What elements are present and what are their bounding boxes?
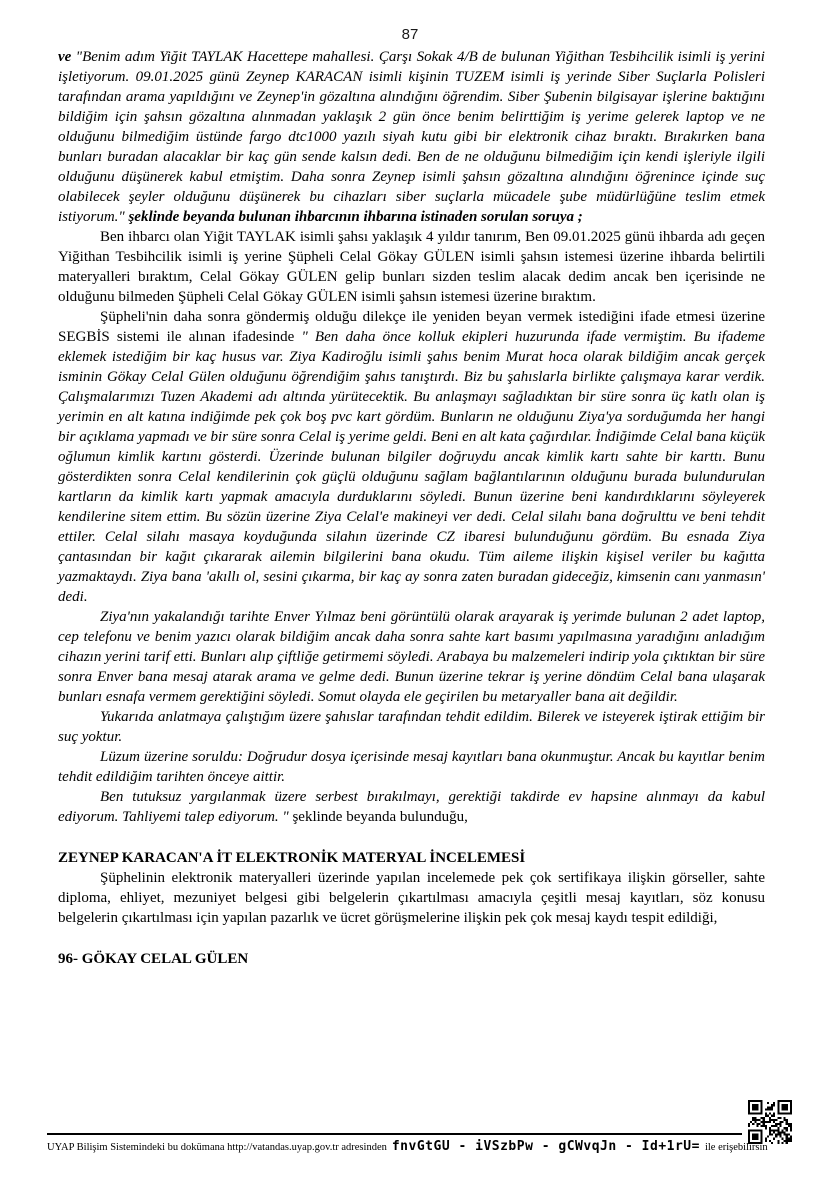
footer-access-text-suffix: ile erişebilirsin — [704, 1142, 768, 1153]
release-request-paragraph — [58, 787, 765, 827]
section-heading-elektronik-materyal-incelemesi — [58, 848, 765, 868]
threat-claim-paragraph — [58, 707, 765, 747]
footer-access-text-prefix: UYAP Bilişim Sistemindeki bu dokümana http://vatandas.uyap.gov.tr adresinden — [47, 1142, 387, 1153]
page-number: 87 — [401, 26, 419, 43]
luzum-uzerine-paragraph — [58, 747, 765, 787]
informant-statement-paragraph — [58, 47, 765, 227]
text-run: Ben ihbarcı olan Yiğit TAYLAK isimli şahsı yaklaşık 4 yıldır tanırım, Ben 09.01.2025 günü ihbarda adı geçen Yiğithan Tesbihcilik isimli iş yerine Şüpheli Celal Gökay GÜLEN isimli şahsın istemesi üzerine ihbarda belirtili materyalleri bıraktım, Celal Gökay GÜLEN gelip bunları sizden teslim alacak dedim ancak ben içerisinde ne olduğunu bilmeden Şüpheli Celal Gökay GÜLEN isimli şahsın istemesi üzerine bıraktım. — [58, 229, 765, 305]
footer-divider — [47, 1133, 742, 1135]
text-run: Ziya'nın yakalandığı tarihte Enver Yılmaz beni görüntülü olarak arayarak iş yerimde bulunan 2 adet laptop, cep telefonu ve benim yazıcı olarak bildiğim ancak daha sonra sahte kart basımı yapılmasına yaradığını anladığım cihazın yerini tarif etti. Bunları alıp çiftliğe getirmemi söyledi. Arabaya bu malzemeleri indirip yola çıktıktan bir süre sonra Enver bana mesaj atarak arama ve gelme dedi. Bunun üzerine tekrar iş yerine döndüm Celal bana ulaşarak bunları esnafa vermem gerektiğini söyledi. Somut olayda ele geçirilen bu metaryaller bana ait değildir. — [58, 609, 765, 705]
section-heading-96-gokay-celal-gulen — [58, 949, 765, 969]
text-run: şeklinde beyanda bulunduğu, — [292, 809, 468, 825]
text-run: Lüzum üzerine soruldu: Doğrudur dosya içerisinde mesaj kayıtları bana okunmuştur. Ancak bu kayıtlar benim tehdit edildiğim tarihten önceye aittir. — [58, 749, 765, 785]
text-run: ve — [58, 49, 76, 65]
witness-answer-paragraph — [58, 227, 765, 307]
text-run: şeklinde beyanda bulunan ihbarcının ihbarına istinaden sorulan soruya ; — [128, 209, 583, 225]
document-body — [58, 47, 765, 969]
suspect-statement-laptops-paragraph — [58, 607, 765, 707]
footer — [47, 1139, 813, 1154]
text-run: "Benim adım Yiğit TAYLAK Hacettepe mahallesi. Çarşı Sokak 4/B de bulunan Yiğithan Tesbihcilik isimli iş yerini işletiyorum. 09.01.2025 günü Zeynep KARACAN isimli kişinin TUZEM isimli iş yerinde Siber Suçlarla Polisleri tarafından arama yapıldığını ve Zeynep'in gözaltına alındığını öğrendim. Siber Şubenin bilgisayar işlerine baktığını bildiğim için şahsın gözaltına alınmadan yaklaşık 2 gün önce benim belirttiğim iş yerime gelerek laptop ve ne olduğunu bilmediğim üstünde fargo dtc1000 yazılı siyah kutu gibi bir elektronik cihaz bıraktı. Bırakırken bana bunları buradan alacaklar bir kaç gün sende kalsın dedi. Ben de ne olduğunu bilmediğim için kendi işleriyle ilgili olduğunu düşünerek kabul etmiştim. Daha sonra Zeynep isimli şahsın gözaltına alındığını öğrenince içinde suç olabilecek şeyler olduğunu düşünerek bu cihazları siber suçlarla mücadele şube müdürlüğüne teslim etmek istiyorum." — [58, 49, 765, 225]
text-run: " Ben daha önce kolluk ekipleri huzurunda ifade vermiştim. Bu ifademe eklemek istediğim bir kaç husus var. Ziya Kadiroğlu isimli şahıs benim Murat hoca olarak bildiğim ancak gerçek isminin Gökay Celal Gülen olduğunu öğrendiğim şahıs tanıştırdı. Biz bu şahıslarla birlikte çalışmaya karar verdik. Çalışmalarımızı Tuzen Akademi adı altında yürütecektik. Bu anlaşmayı sağladıktan bir süre sonra üç katlı olan iş yerimin en alt katına indiğimde pek çok boş pvc kart gördüm. Bunların ne olduğunu Ziya'ya sorduğumda her hangi bir açıklama yapmadı ve bir süre sonra Celal iş yerime geldi. Beni en alt kata çağırdılar. İndiğimde Celal bana küçük oğlumun kimlik kartını gösterdi. Üzerinde bulunan bilgiler doğruydu ancak kimlik kartı sahte bir karttı. Bunu gösterdikten sonra Celal kendilerinin çok güçlü olduğunu sağlam bağlantılarının olduğunu burada bulundurulan kartların da kimlik kartı yapmak amacıyla durduklarını söyledi. Bunun üzerine beni kandırdıklarını söyleyerek kendilerine sitem ettim. Bu sözün üzerine Ziya Celal'e makineyi ver dedi. Celal silahı bana doğrulttu ve beni tehdit ettiler. Celal silahı masaya koyduğunda silahın üzerinde CZ ibaresi bulunduğunu gördüm. Bu esnada Ziya çantasından bir kağıt çıkararak ailemin bilgilerini bana okudu. Tüm aileme ilişkin kişisel veriler bu kağıtta yazmaktaydı. Ziya bana 'akıllı ol, sesini çıkarma, bir kaç ay sonra zaten buradan gideceğiz, kimsenin canı yanmasın' dedi. — [58, 329, 765, 605]
text-run: Ben tutuksuz yargılanmak üzere serbest bırakılmayı, gerektiği takdirde ev hapsine alınmayı da kabul ediyorum. Tahliyemi talep ediyorum. " — [58, 789, 765, 825]
text-run: ZEYNEP KARACAN'A İT ELEKTRONİK MATERYAL İNCELEMESİ — [58, 850, 526, 866]
elektronik-inceleme-bulgular-paragraph — [58, 868, 765, 928]
text-run: Şüphelinin elektronik materyalleri üzerinde yapılan incelemede pek çok sertifikaya ilişkin görseller, sahte diploma, ehliyet, mezuniyet belgesi gibi belgelerin çıkartılması amacıyla çeşitli mesaj kayıtları, söz konusu belgelerin çıkartılması için yapılan pazarlık ve ücret görüşmelerine ilişkin pek çok mesaj kaydı tespit edildiği, — [58, 870, 765, 926]
text-run: Yukarıda anlatmaya çalıştığım üzere şahıslar tarafından tehdit edildim. Bilerek ve isteyerek iştirak ettiğim bir suç yoktur. — [58, 709, 765, 745]
text-run: 96- GÖKAY CELAL GÜLEN — [58, 951, 249, 967]
suspect-segbis-statement-paragraph — [58, 307, 765, 607]
qr-code-icon — [748, 1100, 792, 1144]
text-run: Şüpheli'nin daha sonra göndermiş olduğu dilekçe ile yeniden beyan vermek istediğini ifade etmesi üzerine SEGBİS sistemi ile alınan ifadesinde — [58, 309, 765, 345]
footer-document-access-code: fnvGtGU - iVSzbPw - gCWvqJn - Id+1rU= — [391, 1139, 700, 1154]
